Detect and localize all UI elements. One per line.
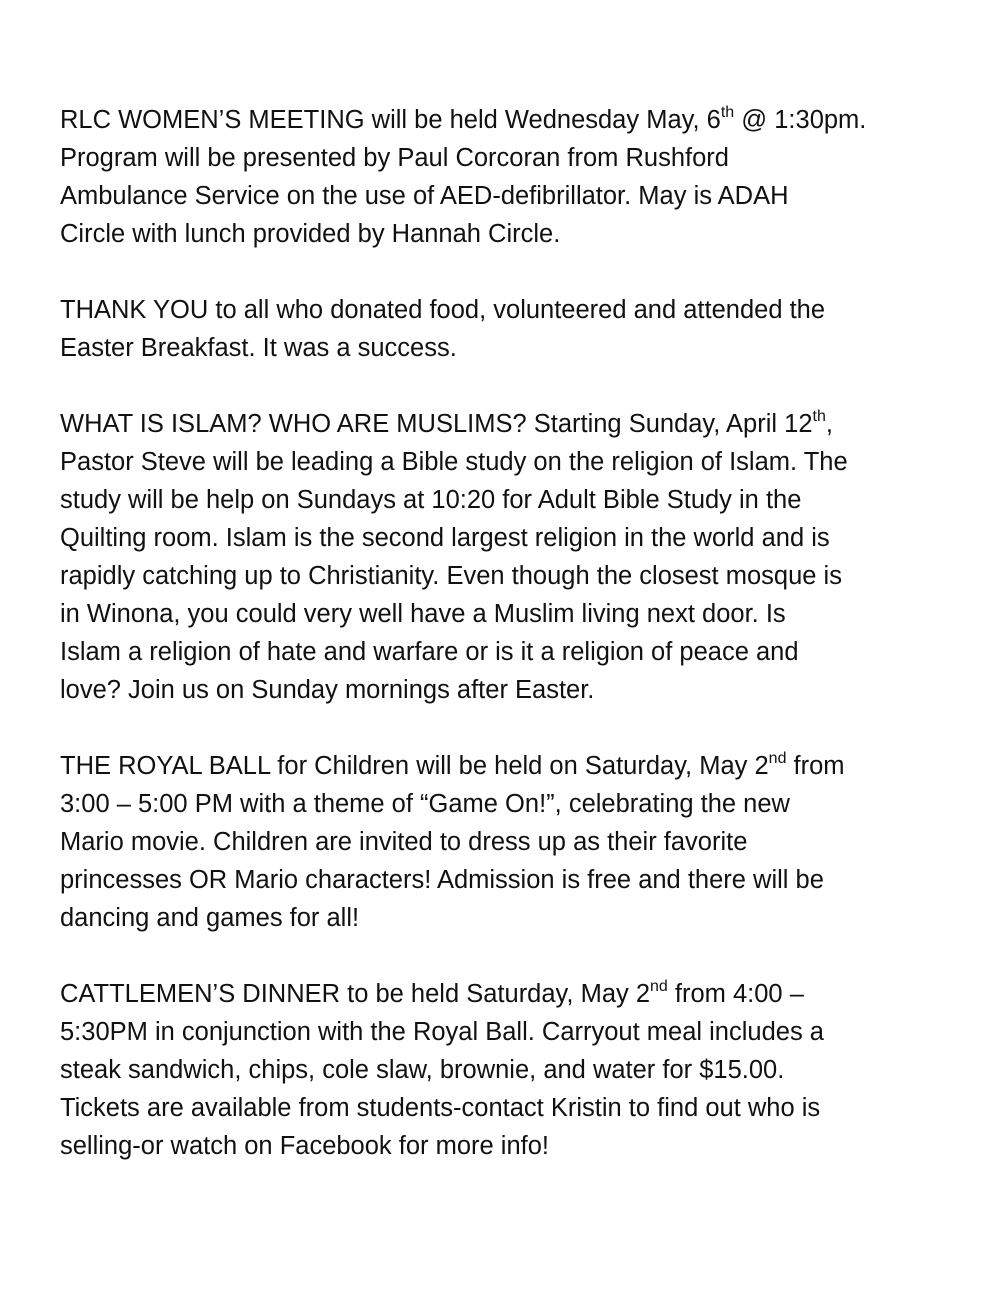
text-run: love? Join us on Sunday mornings after Easter. [60, 676, 595, 704]
bulletin-page [60, 101, 965, 1203]
text-line [60, 557, 965, 595]
text-line [60, 861, 965, 899]
text-run: in Winona, you could very well have a Muslim living next door. Is [60, 600, 786, 628]
text-line [60, 405, 965, 443]
text-run: steak sandwich, chips, cole slaw, brownie, and water for $15.00. [60, 1056, 785, 1084]
text-line [60, 633, 965, 671]
text-line [60, 785, 965, 823]
text-run: THE ROYAL BALL for Children will be held on Saturday, May 2 [60, 752, 769, 780]
text-run: WHAT IS ISLAM? WHO ARE MUSLIMS? Starting Sunday, April 12 [60, 410, 813, 438]
text-line [60, 329, 965, 367]
text-run: Easter Breakfast. It was a success. [60, 334, 457, 362]
text-run: CATTLEMEN’S DINNER to be held Saturday, May 2 [60, 980, 651, 1008]
text-line [60, 215, 965, 253]
text-run: Mario movie. Children are invited to dress up as their favorite [60, 828, 748, 856]
text-line [60, 823, 965, 861]
ordinal-suffix: nd [768, 749, 787, 767]
text-line [60, 177, 965, 215]
text-run: from [786, 752, 845, 780]
text-run: Islam a religion of hate and warfare or is it a religion of peace and [60, 638, 799, 666]
text-line [60, 747, 965, 785]
text-run: dancing and games for all! [60, 904, 360, 932]
text-line [60, 671, 965, 709]
announcement-thank-you [60, 291, 965, 367]
text-run: , [825, 410, 833, 438]
text-run: RLC WOMEN’S MEETING will be held Wednesday May, 6 [60, 106, 721, 134]
text-line [60, 899, 965, 937]
text-line [60, 975, 965, 1013]
text-run: THANK YOU to all who donated food, volunteered and attended the [60, 296, 826, 324]
text-line [60, 1013, 965, 1051]
text-line [60, 481, 965, 519]
text-run: Ambulance Service on the use of AED-defibrillator. May is ADAH [60, 182, 789, 210]
text-line [60, 595, 965, 633]
announcement-womens-meeting [60, 101, 965, 253]
text-line [60, 139, 965, 177]
text-run: rapidly catching up to Christianity. Even though the closest mosque is [60, 562, 842, 590]
text-run: Program will be presented by Paul Corcoran from Rushford [60, 144, 729, 172]
ordinal-suffix: nd [650, 977, 668, 995]
text-run: 3:00 – 5:00 PM with a theme of “Game On!”, celebrating the new [60, 790, 790, 818]
announcement-royal-ball [60, 747, 965, 937]
text-run: Tickets are available from students-contact Kristin to find out who is [60, 1094, 821, 1122]
text-line [60, 1127, 965, 1165]
ordinal-suffix: th [720, 103, 735, 121]
text-run: Quilting room. Islam is the second largest religion in the world and is [60, 524, 830, 552]
text-line [60, 443, 965, 481]
text-run: Pastor Steve will be leading a Bible study on the religion of Islam. The [60, 448, 848, 476]
text-line [60, 1051, 965, 1089]
text-line [60, 291, 965, 329]
text-run: princesses OR Mario characters! Admission is free and there will be [60, 866, 824, 894]
announcement-islam-study [60, 405, 965, 709]
text-run: Circle with lunch provided by Hannah Circle. [60, 220, 561, 248]
text-line [60, 101, 965, 139]
text-run: from 4:00 – [667, 980, 804, 1008]
ordinal-suffix: th [812, 407, 826, 425]
announcement-cattlemens-dinner [60, 975, 965, 1165]
text-run: selling-or watch on Facebook for more info! [60, 1132, 549, 1160]
text-run: @ 1:30pm. [734, 106, 867, 134]
text-run: 5:30PM in conjunction with the Royal Ball. Carryout meal includes a [60, 1018, 824, 1046]
text-line [60, 519, 965, 557]
text-line [60, 1089, 965, 1127]
text-run: study will be help on Sundays at 10:20 for Adult Bible Study in the [60, 486, 802, 514]
